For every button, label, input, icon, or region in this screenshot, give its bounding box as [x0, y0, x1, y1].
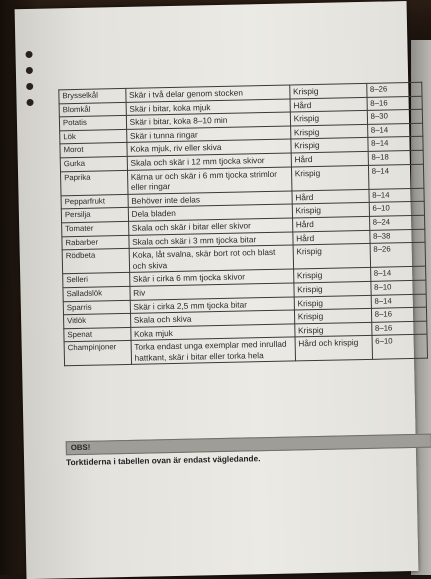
- document-page: [15, 1, 419, 579]
- cell-vegetable: Selleri: [63, 273, 130, 288]
- cell-vegetable: Persilja: [61, 208, 128, 223]
- cell-preparation: Skär i tunna ringar: [126, 126, 290, 143]
- cell-consistency: Krispig: [289, 83, 366, 98]
- cell-preparation: Koka mjuk: [130, 324, 294, 341]
- cell-preparation: Skär i två delar genom stocken: [125, 85, 289, 102]
- cell-vegetable: Spenat: [64, 327, 131, 342]
- cell-vegetable: Vitlök: [64, 313, 131, 328]
- cell-vegetable: Brysselkål: [59, 88, 126, 103]
- cell-vegetable: Rabarber: [62, 235, 129, 250]
- cell-consistency: Krispig: [293, 243, 370, 269]
- cell-drying-time: 6–10: [369, 202, 425, 217]
- cell-consistency: Hård: [290, 97, 367, 112]
- cell-preparation: Kärna ur och skär i 6 mm tjocka strimlor eller ringar: [127, 167, 292, 195]
- cell-drying-time: 8–26: [366, 82, 422, 97]
- cell-consistency: Krispig: [292, 203, 369, 218]
- cell-drying-time: 8–14: [369, 188, 425, 203]
- binder-hole: [26, 99, 33, 106]
- cell-vegetable: Paprika: [61, 170, 128, 196]
- cell-drying-time: 8–30: [367, 109, 423, 124]
- cell-drying-time: 8–14: [367, 123, 423, 138]
- note-label: OBS!: [70, 442, 91, 453]
- cell-vegetable: Champinjoner: [64, 341, 131, 367]
- cell-drying-time: 8–16: [371, 321, 427, 336]
- cell-vegetable: Rödbeta: [62, 249, 129, 275]
- cell-preparation: Skär i bitar, koka 8–10 min: [126, 112, 290, 129]
- cell-consistency: Krispig: [294, 322, 371, 337]
- cell-preparation: Torka endast unga exemplar med inrullad hattkant, skär i bitar eller torka hela: [131, 337, 296, 365]
- binder-hole: [25, 51, 32, 58]
- cell-consistency: Krispig: [294, 281, 371, 296]
- cell-vegetable: Pepparfrukt: [61, 194, 128, 209]
- cell-vegetable: Blomkål: [59, 102, 126, 117]
- cell-vegetable: Morot: [60, 143, 127, 158]
- cell-preparation: Skala och skär i 12 mm tjocka skivor: [127, 153, 291, 170]
- cell-consistency: Krispig: [293, 268, 370, 283]
- cell-vegetable: Salladslök: [63, 286, 130, 301]
- cell-preparation: Skär i bitar, koka mjuk: [126, 99, 290, 116]
- cell-drying-time: 8–16: [371, 307, 427, 322]
- cell-vegetable: Sparris: [63, 300, 130, 315]
- cell-consistency: Krispig: [294, 308, 371, 323]
- cell-consistency: Krispig: [290, 124, 367, 139]
- cell-drying-time: 8–14: [371, 294, 427, 309]
- cell-preparation: Skala och skär i bitar eller skivor: [128, 218, 292, 235]
- cell-drying-time: 8–38: [369, 229, 425, 244]
- cell-drying-time: 8–10: [370, 280, 426, 295]
- cell-drying-time: 6–10: [372, 334, 428, 359]
- cell-consistency: Krispig: [291, 138, 368, 153]
- cell-drying-time: 8–14: [368, 164, 424, 189]
- cell-consistency: Hård: [292, 216, 369, 231]
- cell-preparation: Skär i cirka 6 mm tjocka skivor: [129, 269, 293, 286]
- cell-consistency: Hård: [292, 189, 369, 204]
- cell-preparation: Skala och skiva: [130, 310, 294, 327]
- cell-drying-time: 8–14: [370, 267, 426, 282]
- cell-consistency: Hård och krispig: [295, 336, 372, 362]
- cell-preparation: Skala och skär i 3 mm tjocka bitar: [128, 232, 292, 249]
- cell-drying-time: 8–24: [369, 215, 425, 230]
- binder-holes: [25, 51, 36, 115]
- cell-preparation: Dela bladen: [128, 204, 292, 221]
- binder-hole: [26, 83, 33, 90]
- cell-drying-time: 8–26: [370, 242, 426, 267]
- cell-preparation: Koka, låt svalna, skär bort rot och blast och skiva: [129, 245, 294, 273]
- cell-consistency: Krispig: [290, 111, 367, 126]
- cell-drying-time: 8–16: [367, 96, 423, 111]
- cell-preparation: Koka mjuk, riv eller skiva: [127, 139, 291, 156]
- cell-consistency: Hård: [293, 230, 370, 245]
- cell-consistency: Hård: [291, 151, 368, 166]
- cell-drying-time: 8–18: [368, 150, 424, 165]
- cell-vegetable: Lök: [60, 129, 127, 144]
- drying-table: [58, 82, 428, 367]
- cell-drying-time: 8–14: [367, 137, 423, 152]
- cell-preparation: Riv: [130, 283, 294, 300]
- cell-consistency: Krispig: [294, 295, 371, 310]
- note-text: Torktiderna i tabellen ovan är endast vägledande.: [65, 453, 261, 468]
- cell-consistency: Krispig: [291, 165, 368, 191]
- cell-vegetable: Potatis: [59, 116, 126, 131]
- binder-hole: [26, 67, 33, 74]
- cell-vegetable: Gurka: [60, 156, 127, 171]
- cell-vegetable: Tomater: [62, 221, 129, 236]
- cell-preparation: Skär i cirka 2,5 mm tjocka bitar: [130, 296, 294, 313]
- cell-preparation: Behöver inte delas: [128, 191, 292, 208]
